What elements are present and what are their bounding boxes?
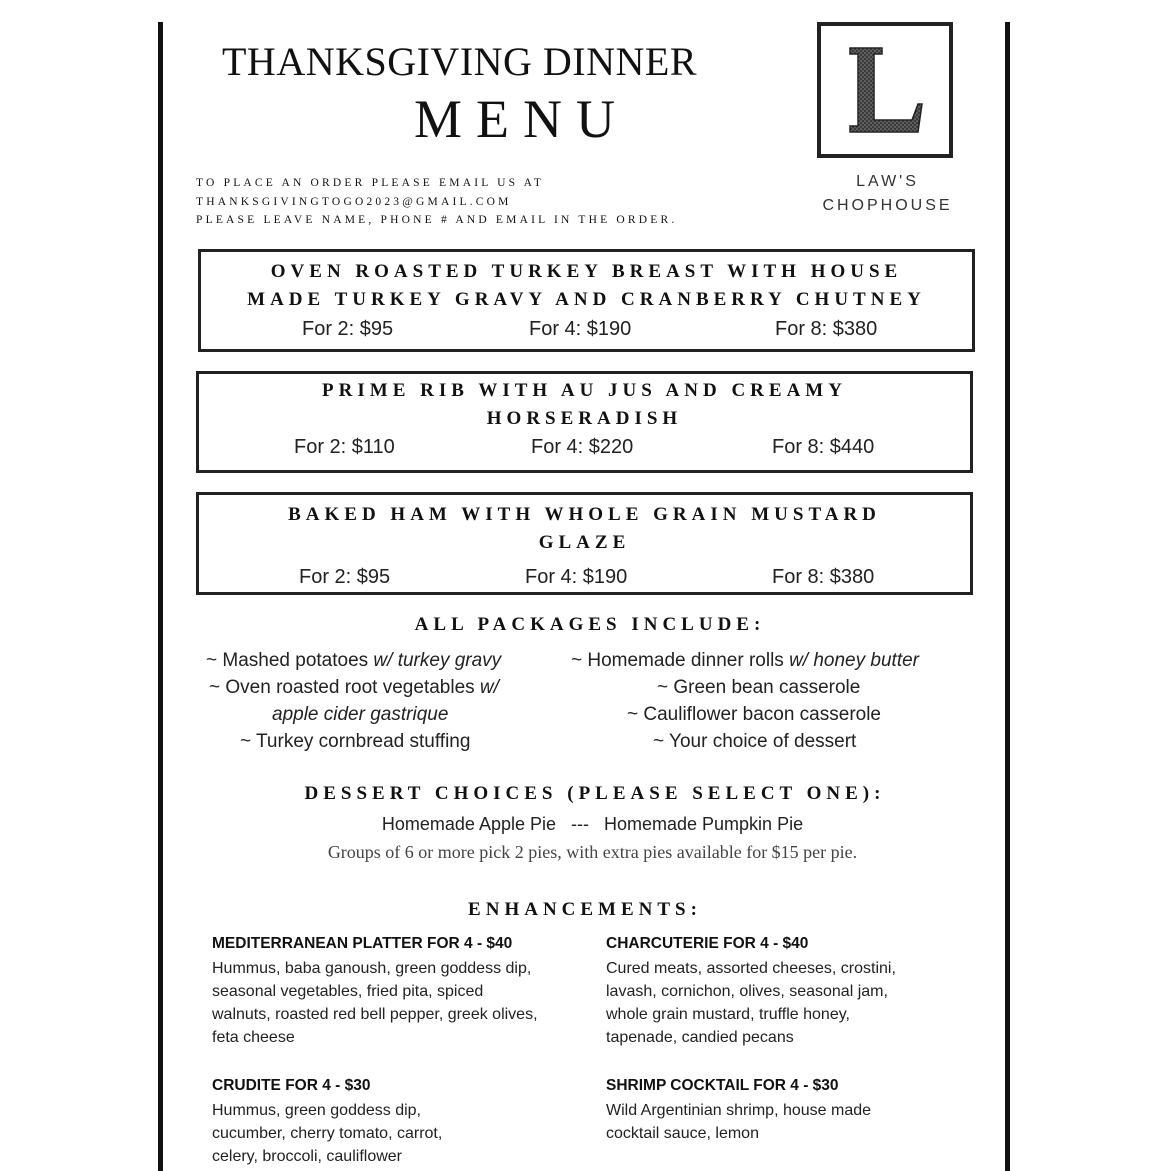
enhancements-heading: ENHANCEMENTS: xyxy=(468,899,702,920)
entree-turkey xyxy=(198,249,975,352)
page-border-right xyxy=(1005,22,1010,1171)
order-email: THANKSGIVINGTOGO2023@GMAIL.COM xyxy=(196,195,512,208)
price-for-2: For 2: $95 xyxy=(302,318,394,340)
enhancement-description: Hummus, green goddess dip, cucumber, cherry tomato, carrot, celery, broccoli, cauliflower xyxy=(212,1102,443,1165)
restaurant-logo xyxy=(817,22,953,158)
order-instructions xyxy=(196,174,677,230)
price-for-8: For 8: $380 xyxy=(772,566,875,588)
package-item: ~ Homemade dinner rolls w/ honey butter xyxy=(571,650,919,671)
price-for-4: For 4: $220 xyxy=(531,436,634,458)
entree-title-line: BAKED HAM WITH WHOLE GRAIN MUSTARD xyxy=(288,504,881,525)
page-border-left xyxy=(158,22,163,1171)
price-for-4: For 4: $190 xyxy=(525,566,628,588)
enhancement-title: SHRIMP COCKTAIL FOR 4 - $30 xyxy=(606,1077,839,1094)
enhancement-title: CHARCUTERIE FOR 4 - $40 xyxy=(606,935,809,952)
entree-title xyxy=(201,252,972,314)
logo-letter-l-icon xyxy=(840,40,930,140)
enhancement-description: Wild Argentinian shrimp, house made cocktail sauce, lemon xyxy=(606,1102,872,1142)
package-item: ~ Cauliflower bacon casserole xyxy=(627,704,881,725)
package-item: ~ Turkey cornbread stuffing xyxy=(240,731,471,752)
price-for-2: For 2: $95 xyxy=(299,566,391,588)
entree-title-line: HORSERADISH xyxy=(486,408,683,429)
entree-title xyxy=(199,374,970,433)
entree-title-line: GLAZE xyxy=(538,532,631,553)
package-item: ~ Oven roasted root vegetables w/ xyxy=(209,677,499,698)
entree-title-line: MADE TURKEY GRAVY AND CRANBERRY CHUTNEY xyxy=(247,289,926,310)
restaurant-name-line: LAW'S xyxy=(856,173,919,190)
enhancement-description: Cured meats, assorted cheeses, crostini, lavash, cornichon, olives, seasonal jam, whole grain mustard, truffle honey, tapenade, candied pecans xyxy=(606,960,896,1046)
package-item: ~ Your choice of dessert xyxy=(653,731,857,752)
entree-title xyxy=(199,495,970,557)
entree-ham xyxy=(196,492,973,595)
order-instruction-line: PLEASE LEAVE NAME, PHONE # AND EMAIL IN THE ORDER. xyxy=(196,214,678,226)
dessert-note: Groups of 6 or more pick 2 pies, with extra pies available for $15 per pie. xyxy=(327,842,858,862)
package-item-continued: apple cider gastrique xyxy=(272,704,449,725)
price-for-4: For 4: $190 xyxy=(529,318,632,340)
restaurant-name xyxy=(800,170,975,218)
dessert-choices: Homemade Apple Pie --- Homemade Pumpkin Pie xyxy=(381,814,804,834)
entree-title-line: OVEN ROASTED TURKEY BREAST WITH HOUSE xyxy=(270,261,903,282)
package-item: ~ Mashed potatoes w/ turkey gravy xyxy=(206,650,502,671)
dessert-heading: DESSERT CHOICES (PLEASE SELECT ONE): xyxy=(304,783,886,804)
order-instruction-line: TO PLACE AN ORDER PLEASE EMAIL US AT xyxy=(196,177,545,189)
restaurant-name-line: CHOPHOUSE xyxy=(822,197,953,214)
entree-prime-rib xyxy=(196,371,973,473)
price-for-2: For 2: $110 xyxy=(294,436,395,458)
entree-title-line: PRIME RIB WITH AU JUS AND CREAMY xyxy=(322,380,847,401)
package-item: ~ Green bean casserole xyxy=(657,677,861,698)
enhancement-description: Hummus, baba ganoush, green goddess dip, seasonal vegetables, fried pita, spiced walnuts, roasted red bell pepper, greek olives, feta cheese xyxy=(212,960,538,1046)
menu-subtitle: MENU xyxy=(414,89,629,149)
price-for-8: For 8: $440 xyxy=(772,436,875,458)
menu-title: THANKSGIVING DINNER xyxy=(222,39,698,84)
enhancement-title: MEDITERRANEAN PLATTER FOR 4 - $40 xyxy=(212,935,513,952)
packages-heading: ALL PACKAGES INCLUDE: xyxy=(414,614,766,635)
enhancement-title: CRUDITE FOR 4 - $30 xyxy=(212,1077,371,1094)
price-for-8: For 8: $380 xyxy=(775,318,878,340)
